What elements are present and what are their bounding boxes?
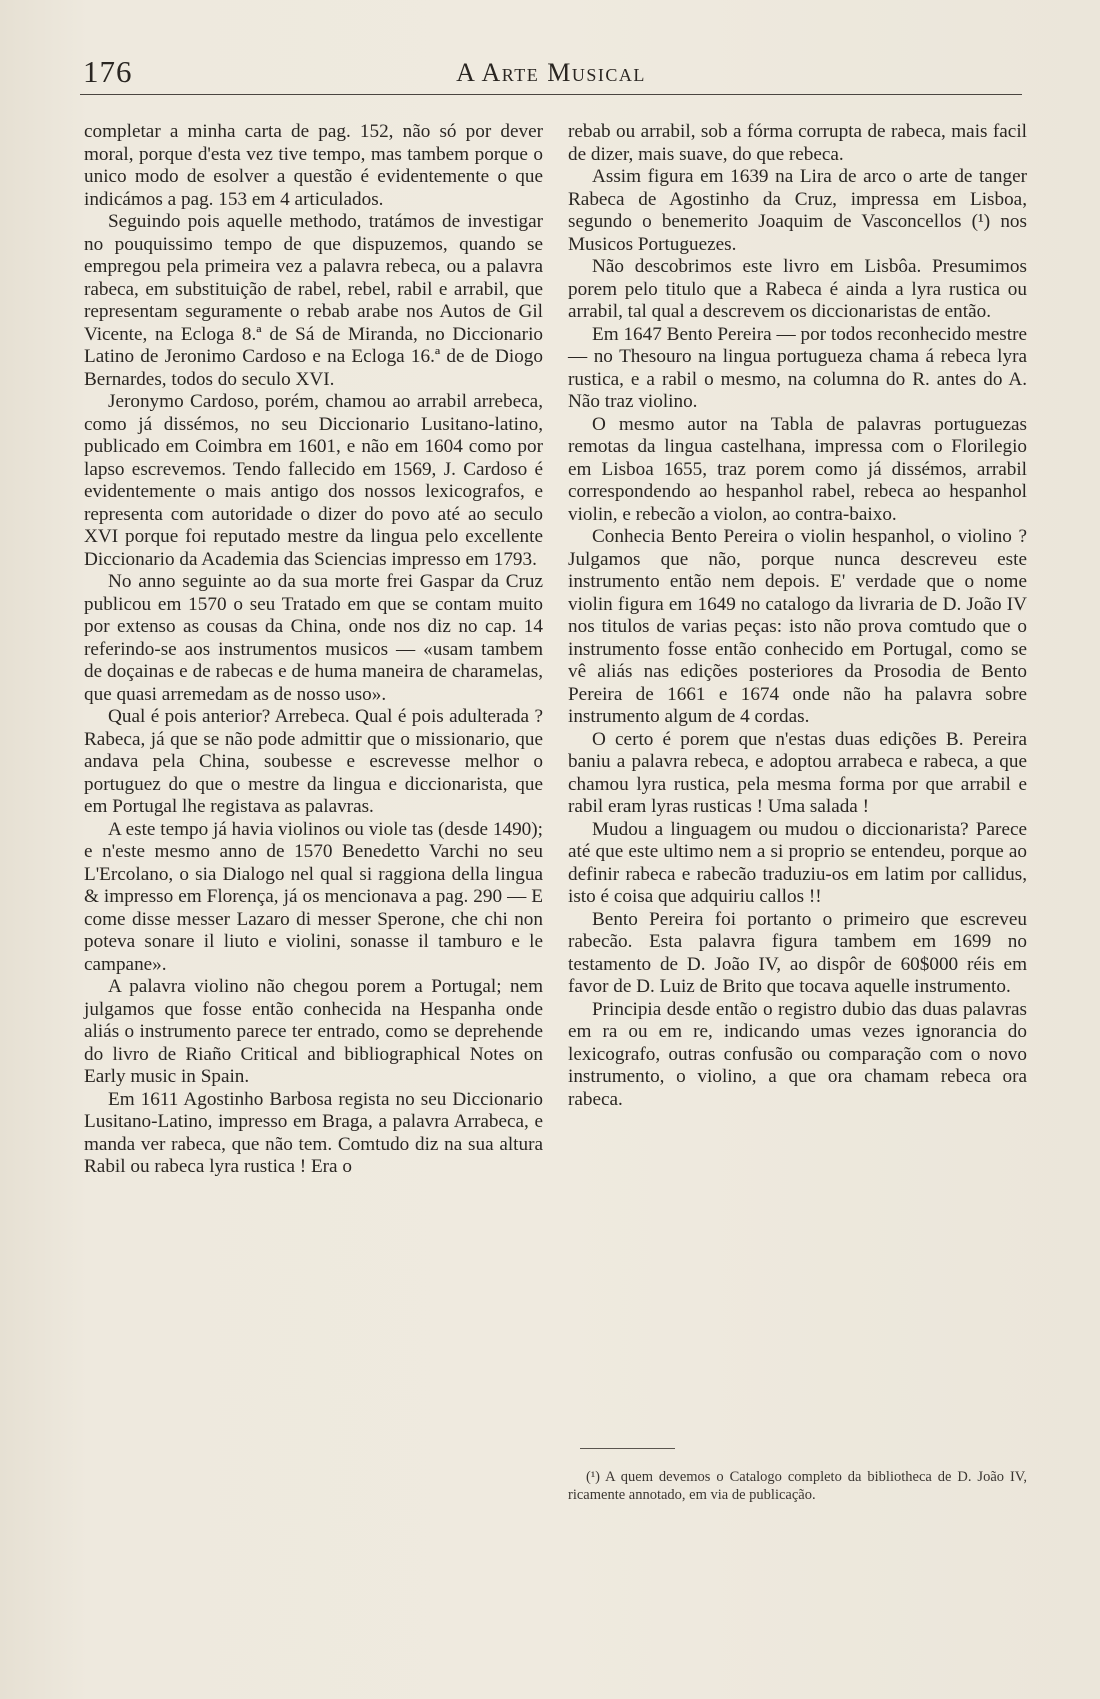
paragraph: rebab ou arrabil, sob a fórma corrupta de rabeca, mais facil de dizer, mais suave, do que rebeca. <box>568 121 1027 165</box>
paragraph: O mesmo autor na Tabla de palavras portuguezas remotas da lingua castelhana, impressa com o Florilegio em Lisboa 1655, traz porem como já dissémos, arrabil correspondendo ao hespanhol rabel, rebeca ao hespanhol violin, e rebecão a violon, ao contra-baixo. <box>568 413 1027 525</box>
left-column <box>84 121 543 1179</box>
paragraph: Jeronymo Cardoso, porém, chamou ao arrabil arrebeca, como já dissémos, no seu Diccionario Lusitano-latino, publicado em Coimbra em 1601, e não em 1604 como por lapso escrevemos. Tendo fallecido em 1569, J. Cardoso é evidentemente o mais antigo dos nossos lexicografos, e representa com autoridade o dizer do povo até ao seculo XVI porque foi reputado mestre da lingua pelo excellente Diccionario da Academia das Sciencias impresso em 1793. <box>84 391 543 570</box>
paragraph: Seguindo pois aquelle methodo, tratámos de investigar no pouquissimo tempo de que dispuzemos, quando se empregou pela primeira vez a palavra rebeca, ou a palavra rabeca, em substituição de rabel, rebel, rabil e arrabil, que representam seguramente o rebab arabe nos Autos de Gil Vicente, na Ecloga 8.ª de Sá de Miranda, no Diccionario Latino de Jeronimo Cardoso e na Ecloga 16.ª de de Diogo Bernardes, todos do seculo XVI. <box>84 211 543 390</box>
footnote <box>568 1469 1027 1504</box>
paragraph: Em 1647 Bento Pereira — por todos reconhecido mestre — no Thesouro na lingua portugueza chama á rebeca lyra rustica, e a rabil o mesmo, na columna do R. antes do A. Não traz violino. <box>568 323 1027 412</box>
paragraph: Mudou a linguagem ou mudou o diccionarista? Parece até que este ultimo nem a si proprio se entendeu, porque ao definir rabeca e rabecão traduziu-os em latim por callidus, isto é coisa que adquiriu callos !! <box>568 818 1027 907</box>
paragraph: Assim figura em 1639 na Lira de arco o arte de tanger Rabeca de Agostinho da Cruz, impressa em Lisboa, segundo o benemerito Joaquim de Vasconcellos (¹) nos Musicos Portuguezes. <box>568 166 1027 255</box>
paragraph: A palavra violino não chegou porem a Portugal; nem julgamos que fosse então conhecida na Hespanha onde aliás o instrumento parece ter entrado, como se deprehende do livro de Riaño Critical and bibliographical Notes on Early music in Spain. <box>84 976 543 1087</box>
page-number: 176 <box>83 54 133 89</box>
paragraph: Bento Pereira foi portanto o primeiro que escreveu rabecão. Esta palavra figura tambem em 1699 no testamento de D. João IV, ao dispôr de 60$000 réis em favor de D. Luiz de Brito que tocava aquelle instrumento. <box>568 908 1027 997</box>
footnote-text: (¹) A quem devemos o Catalogo completo da bibliotheca de D. João IV, ricamente annotado, em via de publicação. <box>568 1469 1027 1503</box>
right-column <box>568 121 1027 1111</box>
paragraph: Conhecia Bento Pereira o violin hespanhol, o violino ? Julgamos que não, porque nunca descreveu este instrumento então nem depois. E' verdade que o nome violin figura em 1649 no catalogo da livraria de D. João IV nos titulos de varias peças: isto não prova comtudo que o instrumento fosse então conhecido em Portugal, como se vê aliás nas edições posteriores da Prosodia de Bento Pereira de 1661 e 1674 onde não ha palavra sobre instrumento algum de 4 cordas. <box>568 526 1027 727</box>
paragraph: Principia desde então o registro dubio das duas palavras em ra ou em re, indicando umas vezes ignorancia do lexicografo, outras confusão ou comparação com o novo instrumento, o violino, a que ora chamam rebeca ora rabeca. <box>568 998 1027 1110</box>
footnote-rule <box>580 1448 675 1449</box>
paragraph: O certo é porem que n'estas duas edições B. Pereira baniu a palavra rebeca, e adoptou arrabeca e rabeca, a que chamou lyra rustica, pela mesma forma por que arrabil e rabil eram lyras rusticas ! Uma salada ! <box>568 728 1027 817</box>
paragraph: Não descobrimos este livro em Lisbôa. Presumimos porem pelo titulo que a Rabeca é ainda a lyra rustica ou arrabil, tal qual a descrevem os diccionaristas de então. <box>568 256 1027 322</box>
paragraph: A este tempo já havia violinos ou viole tas (desde 1490); e n'este mesmo anno de 1570 Benedetto Varchi no seu L'Ercolano, o sia Dialogo nel qual si raggiona della lingua & impresso em Florença, já os mencionava a pag. 290 — E come disse messer Lazaro di messer Sperone, che chi non poteva sonare il liuto e violini, sonasse il tamburo e le campane». <box>84 818 543 975</box>
header-rule <box>80 94 1022 95</box>
paragraph: No anno seguinte ao da sua morte frei Gaspar da Cruz publicou em 1570 o seu Tratado em que se contam muito por extenso as cousas da China, onde nos diz no cap. 14 referindo-se aos instrumentos musicos — «usam tambem de doçainas e de rabecas e de huma maneira de charamelas, que quasi arremedam as de nosso uso». <box>84 571 543 705</box>
paragraph: completar a minha carta de pag. 152, não só por dever moral, porque d'esta vez tive tempo, mas tambem porque o unico modo de esolver a questão é evidentemente o que indicámos a pag. 153 em 4 articulados. <box>84 121 543 210</box>
page-header <box>80 52 1022 92</box>
paragraph: Em 1611 Agostinho Barbosa regista no seu Diccionario Lusitano-Latino, impresso em Braga, a palavra Arrabeca, e manda ver rabeca, que não tem. Comtudo diz na sua altura Rabil ou rabeca lyra rustica ! Era o <box>84 1088 543 1177</box>
running-title: A Arte Musical <box>456 58 646 87</box>
paragraph: Qual é pois anterior? Arrebeca. Qual é pois adulterada ? Rabeca, já que se não pode admittir que o missionario, que andava pela China, soubesse e escrevesse melhor o portuguez do que o mestre da lingua e diccionarista, que em Portugal lhe registava as palavras. <box>84 706 543 817</box>
